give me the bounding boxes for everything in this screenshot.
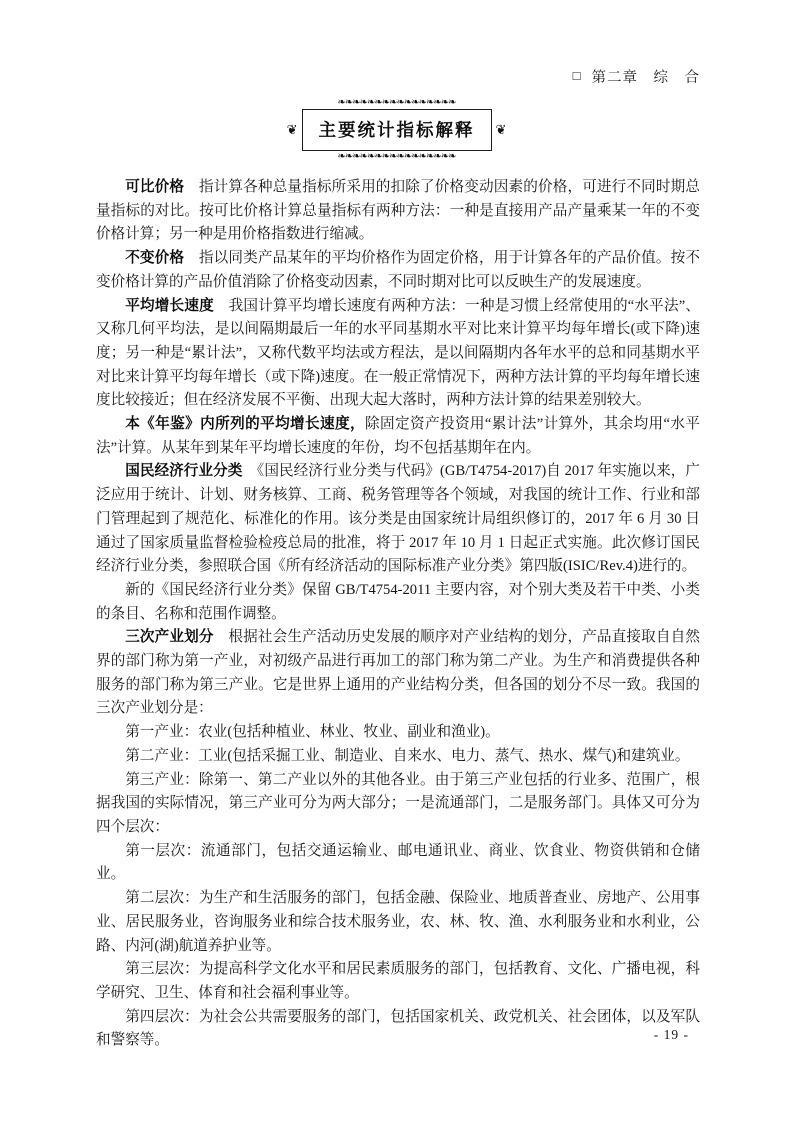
title-box — [0, 98, 793, 162]
paragraph-constant-price — [96, 247, 700, 294]
paragraph-three-industries-division — [96, 626, 700, 721]
term-label: 本《年鉴》内所列的平均增长速度， — [125, 416, 366, 433]
paragraph-text: 新的《国民经济行业分类》保留 GB/T4754-2011 主要内容，对个别大类及若干中类、小类的条目、名称和范围作调整。 — [96, 581, 700, 622]
term-label: 国民经济行业分类 — [125, 463, 257, 480]
paragraph-yearbook-growth-rates — [96, 413, 700, 460]
paragraph-text: 指以同类产品某年的平均价格作为固定价格，用于计算各年的产品价值。按不变价格计算的产品价值消除了价格变动因素，不同时期对比可以反映生产的发展速度。 — [96, 250, 700, 290]
ornament-border-bottom-icon: ❧❧❧❧❧❧❧❧❧❧❧❧❧❧❧❧ — [337, 151, 456, 162]
paragraph-text: 第四层次：为社会公共需要服务的部门，包括国家机关、政党机关、社会团体，以及军队和警察等。 — [96, 1008, 700, 1049]
ornament-border-top-icon: ❧❧❧❧❧❧❧❧❧❧❧❧❧❧❧❧ — [337, 97, 456, 108]
chapter-running-head — [573, 66, 700, 87]
ornament-border-right-icon: ❦ — [495, 122, 507, 138]
paragraph-text: 《国民经济行业分类与代码》(GB/T4754-2017)自 2017 年实施以来，广泛应用于统计、计划、财务核算、工商、税务管理等各个领域，对我国的统计工作、行业和部门管理起到了规范化、标准化的作用。该分类是由国家统计局组织修订的，2017 年 6 月 30 日通过了国家质量监督检验检疫总局的批准，将于 2017 年 10 月 1 日起正式实施。此次修订国民经济行业分类，参照联合国《所有经济活动的国际标准产业分类》第四版(ISIC/Rev.4)进行的。 — [96, 463, 700, 575]
paragraph-text: 第二层次：为生产和生活服务的部门，包括金融、保险业、地质普查业、房地产、公用事业、居民服务业，咨询服务业和综合技术服务业，农、林、牧、渔、水利服务业和水利业，公路、内河(湖)航道养护业等。 — [96, 890, 700, 954]
paragraph-text: 根据社会生产活动历史发展的顺序对产业结构的划分，产品直接取自自然界的部门称为第一产业，对初级产品进行再加工的部门称为第二产业。为生产和消费提供各种服务的部门称为第三产业。它是世界上通用的产业结构分类，但各国的划分不尽一致。我国的三次产业划分是： — [96, 629, 700, 717]
page-title: 主要统计指标解释 — [302, 109, 492, 151]
ornament-border-left-icon: ❦ — [286, 122, 298, 138]
paragraph-third-level — [96, 958, 700, 1005]
page-number: - 19 - — [653, 1027, 689, 1042]
paragraph-comparable-price — [96, 176, 700, 247]
paragraph-text: 第三产业：除第一、第二产业以外的其他各业。由于第三产业包括的行业多、范围广，根据我国的实际情况，第三产业可分为两大部分；一是流通部门，二是服务部门。具体又可分为四个层次： — [96, 771, 700, 835]
paragraph-fourth-level — [96, 1006, 700, 1053]
paragraph-text: 第二产业：工业(包括采掘工业、制造业、自来水、电力、蒸气、热水、煤气)和建筑业。 — [125, 747, 690, 764]
term-label: 可比价格 — [125, 179, 199, 195]
paragraph-second-level — [96, 887, 700, 958]
paragraph-new-classification — [96, 579, 700, 626]
chapter-title: 第二章 综 合 — [591, 70, 700, 86]
paragraph-primary-industry — [96, 721, 700, 745]
paragraph-first-level — [96, 840, 700, 887]
term-label: 三次产业划分 — [125, 629, 229, 646]
paragraph-text: 第一产业：农业(包括种植业、林业、牧业、副业和渔业)。 — [125, 724, 500, 741]
paragraph-secondary-industry — [96, 745, 700, 769]
paragraph-text: 我国计算平均增长速度有两种方法：一种是习惯上经常使用的“水平法”、又称几何平均法，是以间隔期最后一年的水平同基期水平对比来计算平均每年增长(或下降)速度；另一种是“累计法”，又称代数平均法或方程法，是以间隔期内各年水平的总和同基期水平对比来计算平均每年增长（或下降)速度。在一般正常情况下，两种方法计算的平均每年增长速度比较接近；但在经济发展不平衡、出现大起大落时，两种方法计算的结果差别较大。 — [96, 297, 700, 409]
paragraph-text: 第一层次：流通部门，包括交通运输业、邮电通讯业、商业、饮食业、物资供销和仓储业。 — [96, 842, 700, 883]
paragraph-text: 除固定资产投资用“累计法”计算外，其余均用“水平法”计算。从某年到某年平均增长速度的年份，均不包括基期年在内。 — [96, 416, 700, 456]
paragraph-industrial-classification — [96, 460, 700, 579]
term-label: 平均增长速度 — [125, 297, 229, 314]
paragraph-text: 第三层次：为提高科学文化水平和居民素质服务的部门，包括教育、文化、广播电视，科学研究、卫生、体育和社会福利事业等。 — [96, 961, 700, 1001]
term-label: 不变价格 — [125, 250, 199, 267]
paragraph-average-growth-rate — [96, 295, 700, 414]
chapter-square-icon: □ — [572, 68, 582, 83]
paragraph-tertiary-industry — [96, 769, 700, 840]
paragraph-text: 指计算各种总量指标所采用的扣除了价格变动因素的价格，可进行不同时期总量指标的对比。按可比价格计算总量指标有两种方法：一种是直接用产品产量乘某一年的不变价格计算；另一种是用价格指数进行缩减。 — [96, 179, 700, 243]
body-text — [96, 176, 700, 1053]
